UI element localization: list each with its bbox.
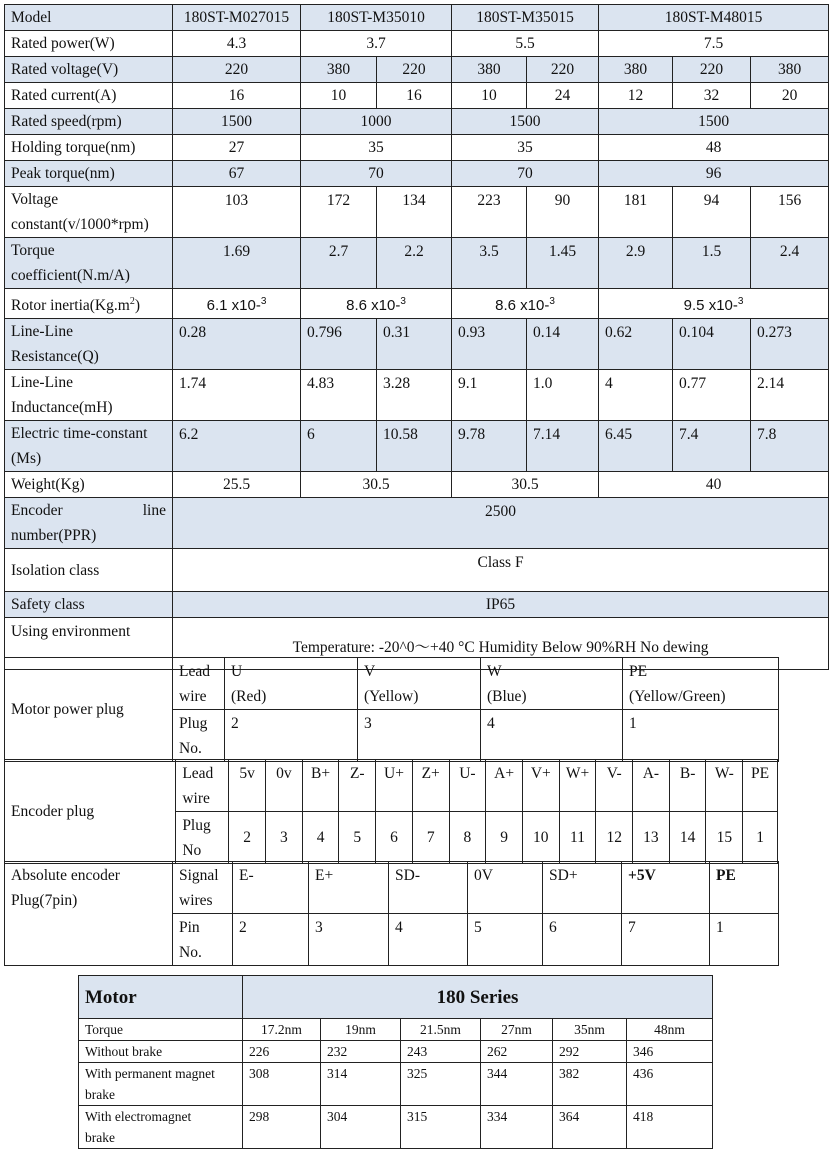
model-row <box>5 5 829 31</box>
cell: 5 <box>468 914 543 966</box>
cell: IP65 <box>173 592 829 618</box>
cell: 0.14 <box>527 319 599 370</box>
cell: E- <box>233 862 309 914</box>
cell: 27 <box>173 135 301 161</box>
weight-row <box>5 472 829 498</box>
cell: 1.69 <box>173 238 301 289</box>
row-label: Model <box>5 5 173 31</box>
row-label: Encoder line number(PPR) <box>5 498 173 549</box>
row-label: Holding torque(nm) <box>5 135 173 161</box>
cell: 220 <box>527 57 599 83</box>
cell: 4 <box>302 812 339 864</box>
cell: U (Red) <box>225 658 358 710</box>
cell: 6 <box>301 421 377 472</box>
cell: 3.28 <box>377 370 452 421</box>
cell: 70 <box>452 161 599 187</box>
cell: 0.273 <box>751 319 829 370</box>
isolation-row <box>5 549 829 592</box>
cell: 304 <box>321 1106 401 1149</box>
cell: 7.14 <box>527 421 599 472</box>
cell: 1 <box>743 812 778 864</box>
cell: 3 <box>266 812 303 864</box>
cell: 220 <box>377 57 452 83</box>
cell: 6.1 x10-$^3$ <box>173 289 301 319</box>
safety-row <box>5 592 829 618</box>
cell: 1500 <box>173 109 301 135</box>
row-label: Rated speed(rpm) <box>5 109 173 135</box>
holding-torque-row <box>5 135 829 161</box>
cell: 2500 <box>173 498 829 549</box>
cell: 16 <box>173 83 301 109</box>
cell: 8.6 x10-$^3$ <box>452 289 599 319</box>
cell: 10 <box>301 83 377 109</box>
cell: 35 <box>301 135 452 161</box>
cell: 2.7 <box>301 238 377 289</box>
cell: SD+ <box>543 862 622 914</box>
row-label: Isolation class <box>5 549 173 592</box>
cell: 0.62 <box>599 319 673 370</box>
cell: 8 <box>449 812 486 864</box>
cell: 48nm <box>627 1019 713 1041</box>
cell: 292 <box>553 1041 627 1063</box>
cell: 67 <box>173 161 301 187</box>
power-plug-table <box>4 657 779 762</box>
motor-spec-table <box>4 4 829 670</box>
cell: 314 <box>321 1063 401 1106</box>
cell: 12 <box>599 83 673 109</box>
cell: 380 <box>301 57 377 83</box>
cell: 7.4 <box>673 421 751 472</box>
row-label: Without brake <box>79 1041 243 1063</box>
cell: 0.796 <box>301 319 377 370</box>
cell: 1.45 <box>527 238 599 289</box>
absolute-encoder-table <box>4 861 779 966</box>
cell: 2.2 <box>377 238 452 289</box>
cell: 7 <box>412 812 449 864</box>
cell: 4 <box>599 370 673 421</box>
cell: PE (Yellow/Green) <box>623 658 779 710</box>
cell: 4 <box>481 710 623 762</box>
cell: 226 <box>243 1041 321 1063</box>
cell: 436 <box>627 1063 713 1106</box>
cell: E+ <box>309 862 389 914</box>
cell: 298 <box>243 1106 321 1149</box>
row-label: Rated power(W) <box>5 31 173 57</box>
cell: 315 <box>401 1106 481 1149</box>
cell: A+ <box>486 760 523 812</box>
model-name: 180ST-M35015 <box>452 5 599 31</box>
row-label: Safety class <box>5 592 173 618</box>
lead-row <box>5 760 778 812</box>
cell: 32 <box>673 83 751 109</box>
cell: 220 <box>673 57 751 83</box>
cell: Z- <box>339 760 376 812</box>
cell: 344 <box>481 1063 553 1106</box>
cell: 20 <box>751 83 829 109</box>
encoder-plug-table <box>4 759 778 864</box>
rated-voltage-row <box>5 57 829 83</box>
cell: 94 <box>673 187 751 238</box>
cell: 1500 <box>452 109 599 135</box>
cell: 35nm <box>553 1019 627 1041</box>
cell: 9.5 x10-$^3$ <box>599 289 829 319</box>
cell: 223 <box>452 187 527 238</box>
cell: 1 <box>710 914 779 966</box>
cell: 418 <box>627 1106 713 1149</box>
cell: 308 <box>243 1063 321 1106</box>
sub-label: Pin No. <box>173 914 233 966</box>
model-name: 180ST-M48015 <box>599 5 829 31</box>
sub-label: Plug No <box>176 812 229 864</box>
sub-label: Lead wire <box>173 658 225 710</box>
without-brake-row <box>79 1041 713 1063</box>
cell: B+ <box>302 760 339 812</box>
row-label: Peak torque(nm) <box>5 161 173 187</box>
cell: U+ <box>376 760 413 812</box>
cell: Temperature: -20^0〜+40 °C Humidity Below 90%RH No dewing <box>173 618 829 670</box>
cell: 9 <box>486 812 523 864</box>
cell: 181 <box>599 187 673 238</box>
row-label: Rated current(A) <box>5 83 173 109</box>
cell: 35 <box>452 135 599 161</box>
cell: SD- <box>389 862 468 914</box>
cell: 4 <box>389 914 468 966</box>
cell: 7 <box>622 914 710 966</box>
cell: 10 <box>452 83 527 109</box>
cell: 0.93 <box>452 319 527 370</box>
cell: 30.5 <box>301 472 452 498</box>
row-label: Electric time-constant (Ms) <box>5 421 173 472</box>
cell: 27nm <box>481 1019 553 1041</box>
row-label: With electromagnet brake <box>79 1106 243 1149</box>
cell: 11 <box>559 812 596 864</box>
cell: 7.5 <box>599 31 829 57</box>
row-label: Absolute encoder Plug(7pin) <box>5 862 173 966</box>
cell: 2.4 <box>751 238 829 289</box>
cell: 9.78 <box>452 421 527 472</box>
row-label: Weight(Kg) <box>5 472 173 498</box>
row-label: Using environment <box>5 618 173 670</box>
cell: V- <box>596 760 633 812</box>
cell: 0.31 <box>377 319 452 370</box>
row-label: Line-Line Inductance(mH) <box>5 370 173 421</box>
cell: 4.3 <box>173 31 301 57</box>
cell: 0.28 <box>173 319 301 370</box>
cell: V (Yellow) <box>358 658 481 710</box>
cell: 6.45 <box>599 421 673 472</box>
cell: 380 <box>452 57 527 83</box>
cell: 25.5 <box>173 472 301 498</box>
cell: 380 <box>599 57 673 83</box>
rotor-inertia-row <box>5 289 829 319</box>
signal-row <box>5 862 779 914</box>
cell: 8.6 x10-$^3$ <box>301 289 452 319</box>
permanent-magnet-row <box>79 1063 713 1106</box>
cell: 364 <box>553 1106 627 1149</box>
row-label: Voltage constant(v/1000*rpm) <box>5 187 173 238</box>
cell: 5v <box>229 760 266 812</box>
rated-power-row <box>5 31 829 57</box>
cell: 1 <box>623 710 779 762</box>
cell: 24 <box>527 83 599 109</box>
cell: 2 <box>225 710 358 762</box>
cell: 382 <box>553 1063 627 1106</box>
cell: 7.8 <box>751 421 829 472</box>
cell: 6 <box>376 812 413 864</box>
row-label: Rotor $inertia(Kg.m^2)$ <box>5 289 173 319</box>
cell: 2.14 <box>751 370 829 421</box>
encoder-line-row <box>5 498 829 549</box>
cell: 5.5 <box>452 31 599 57</box>
lead-row <box>5 658 779 710</box>
cell: 30.5 <box>452 472 599 498</box>
cell: 17.2nm <box>243 1019 321 1041</box>
series-title: 180 Series <box>243 976 713 1019</box>
cell: 15 <box>706 812 743 864</box>
peak-torque-row <box>5 161 829 187</box>
resistance-row <box>5 319 829 370</box>
cell: 12 <box>596 812 633 864</box>
cell: PE <box>743 760 778 812</box>
cell: 1.5 <box>673 238 751 289</box>
inductance-row <box>5 370 829 421</box>
cell: 90 <box>527 187 599 238</box>
row-label: Line-Line Resistance(Q) <box>5 319 173 370</box>
torque-coefficient-row <box>5 238 829 289</box>
cell: 156 <box>751 187 829 238</box>
cell: 1500 <box>599 109 829 135</box>
row-label: Motor power plug <box>5 658 173 762</box>
motor-label: Motor <box>79 976 243 1019</box>
cell: 3 <box>358 710 481 762</box>
model-name: 180ST-M35010 <box>301 5 452 31</box>
cell: W- <box>706 760 743 812</box>
cell: 334 <box>481 1106 553 1149</box>
sub-label: Lead wire <box>176 760 229 812</box>
time-constant-row <box>5 421 829 472</box>
cell: 172 <box>301 187 377 238</box>
cell: 346 <box>627 1041 713 1063</box>
cell: 19nm <box>321 1019 401 1041</box>
cell: W (Blue) <box>481 658 623 710</box>
electromagnet-row <box>79 1106 713 1149</box>
cell: 96 <box>599 161 829 187</box>
cell: 262 <box>481 1041 553 1063</box>
cell: 13 <box>633 812 670 864</box>
cell: 10 <box>522 812 559 864</box>
series-header-row <box>79 976 713 1019</box>
sub-label: Plug No. <box>173 710 225 762</box>
row-label: With permanent magnet brake <box>79 1063 243 1106</box>
cell: 4.83 <box>301 370 377 421</box>
cell: 10.58 <box>377 421 452 472</box>
cell: +5V <box>622 862 710 914</box>
cell: 0V <box>468 862 543 914</box>
cell: PE <box>710 862 779 914</box>
voltage-constant-row <box>5 187 829 238</box>
cell: 1000 <box>301 109 452 135</box>
cell: Z+ <box>412 760 449 812</box>
cell: 103 <box>173 187 301 238</box>
row-label: Torque coefficient(N.m/A) <box>5 238 173 289</box>
cell: B- <box>669 760 706 812</box>
cell: A- <box>633 760 670 812</box>
row-label: Encoder plug <box>5 760 176 864</box>
cell: 0.77 <box>673 370 751 421</box>
row-label: Rated voltage(V) <box>5 57 173 83</box>
cell: 48 <box>599 135 829 161</box>
cell: 3.7 <box>301 31 452 57</box>
cell: 2.9 <box>599 238 673 289</box>
cell: 6 <box>543 914 622 966</box>
cell: V+ <box>522 760 559 812</box>
rated-current-row <box>5 83 829 109</box>
cell: 134 <box>377 187 452 238</box>
cell: 6.2 <box>173 421 301 472</box>
cell: 243 <box>401 1041 481 1063</box>
series-table <box>78 975 713 1149</box>
cell: 0.104 <box>673 319 751 370</box>
rated-speed-row <box>5 109 829 135</box>
cell: 16 <box>377 83 452 109</box>
cell: 40 <box>599 472 829 498</box>
cell: 220 <box>173 57 301 83</box>
model-name: 180ST-M027015 <box>173 5 301 31</box>
row-label: Torque <box>79 1019 243 1041</box>
cell: 0v <box>266 760 303 812</box>
cell: 2 <box>233 914 309 966</box>
cell: 3 <box>309 914 389 966</box>
cell: W+ <box>559 760 596 812</box>
sub-label: Signal wires <box>173 862 233 914</box>
cell: 9.1 <box>452 370 527 421</box>
cell: Class F <box>173 549 829 592</box>
cell: 2 <box>229 812 266 864</box>
cell: 70 <box>301 161 452 187</box>
cell: 1.0 <box>527 370 599 421</box>
cell: U- <box>449 760 486 812</box>
torque-row <box>79 1019 713 1041</box>
cell: 1.74 <box>173 370 301 421</box>
cell: 3.5 <box>452 238 527 289</box>
cell: 325 <box>401 1063 481 1106</box>
cell: 14 <box>669 812 706 864</box>
cell: 232 <box>321 1041 401 1063</box>
cell: 380 <box>751 57 829 83</box>
cell: 5 <box>339 812 376 864</box>
cell: 21.5nm <box>401 1019 481 1041</box>
